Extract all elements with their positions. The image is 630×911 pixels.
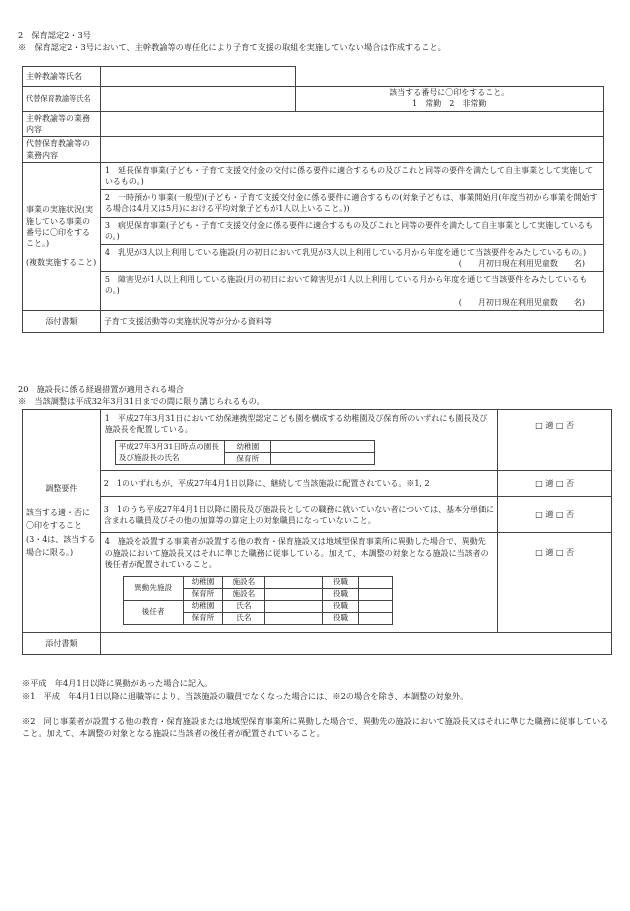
status-item-5	[101, 272, 603, 310]
requirement-2: 2 1のいずれもが、平成27年4月1日以降に、継続して当該施設に配置されている。※1, 2	[100, 471, 498, 497]
requirement-label	[23, 410, 101, 633]
requirement-1-text: 1 平成27年3月31日において幼保連携型認定こども園を構成する幼稚園及び保育所のいずれにも園長及び施設長を配置している。	[104, 414, 488, 435]
section1-note: ※ 保育認定2・3号において、主幹教諭等の専任化により子育て支援の取組を実施していない場合は作成すること。	[18, 42, 446, 52]
successor-k-name: 氏名	[223, 600, 265, 612]
transfer-table	[123, 576, 393, 625]
check-3[interactable]: □ 適 □ 否	[498, 497, 612, 533]
status-items	[100, 162, 603, 310]
status-label	[23, 162, 101, 310]
check-4[interactable]: □ 適 □ 否	[498, 533, 612, 633]
check-1[interactable]: □ 適 □ 否	[498, 410, 612, 471]
attach-value-1: 子育て支援活動等の実施状況等が分かる資料等	[100, 310, 603, 332]
status-item-4-count: ( 月初日現在利用児童数 名)	[458, 259, 585, 269]
requirement-4	[100, 533, 498, 633]
requirement-sub2: (3・4は、該当する場合に限る。)	[26, 534, 96, 558]
sub-work-label: 代替保育教諭等の業務内容	[23, 137, 101, 162]
successor-n-name: 氏名	[223, 612, 265, 624]
successor-label: 後任者	[123, 600, 183, 624]
requirement-title: 調整要件	[45, 483, 78, 493]
successor-n-post-value[interactable]	[358, 612, 392, 624]
attach-label-2: 添付書類	[23, 632, 101, 654]
transfer-dest-n-post-value[interactable]	[358, 588, 392, 600]
footnote-1: ※1 平成 年4月1日以降に退職等により、当該施設の職員でなくなった場合には、※2の場合を除き、本調整の対象外。	[22, 691, 469, 701]
requirement-sub: 該当する適・否に〇印をすること	[26, 507, 90, 531]
transfer-dest-k-label: 幼稚園	[183, 576, 223, 588]
successor-n-label: 保育所	[183, 612, 223, 624]
status-item-2: 2 一時預かり事業(一般型)(子ども・子育て支援交付金に係る要件に適合するもの(対象子どもは、事業開始月(年度当初から事業を開始する場合は4月又は5月)における平均対象子どもが1人以上いること。))	[101, 190, 603, 217]
sub-name-field[interactable]	[100, 87, 295, 112]
head-name-field[interactable]	[100, 67, 295, 87]
head-name-label: 主幹教諭等氏名	[23, 67, 101, 87]
section1-title: 2 保育認定2・3号	[18, 30, 91, 40]
attach-value-2[interactable]	[100, 632, 611, 654]
requirement-1	[100, 410, 498, 471]
successor-n-name-value[interactable]	[265, 612, 323, 624]
requirement-4-text: 4 施設を設置する事業者が設置する他の教育・保育施設又は地域型保育事業所に異動した場合で、異動先の施設において施設長又はそれに準じた職務に従事している。加えて、本調整の対象となる施設に当該者の後任者が配置されていること。	[104, 537, 489, 569]
director-nursery-label: 保育所	[225, 453, 271, 465]
requirement-3: 3 1のうち平成27年4月1日以降に園長及び施設長としての職務に就いていない者については、基本分単価に含まれる職員及びその他の加算等の算定上の対象職員になっていないこと。	[100, 497, 498, 533]
transfer-dest-k-facility: 施設名	[223, 576, 265, 588]
transfer-dest-k-facility-value[interactable]	[265, 576, 323, 588]
section2-table	[22, 409, 612, 655]
status-item-5-count: ( 月初日現在利用児童数 名)	[458, 297, 585, 307]
transfer-dest-label: 異動先施設	[123, 576, 183, 600]
successor-k-label: 幼稚園	[183, 600, 223, 612]
director-names-label: 平成27年3月31日時点の園長及び施設長の氏名	[115, 441, 225, 465]
status-item-4	[101, 245, 603, 272]
transfer-dest-n-post: 役職	[323, 588, 359, 600]
section2-note: ※ 当該調整は平成32年3月31日までの間に限り講じられるもの。	[18, 396, 265, 406]
director-kindergarten-label: 幼稚園	[225, 441, 271, 453]
footnote-0: ※平成 年4月1日以降に異動があった場合に記入。	[22, 678, 213, 688]
director-kindergarten-name[interactable]	[271, 441, 375, 453]
check-2[interactable]: □ 適 □ 否	[498, 471, 612, 497]
director-names-table	[115, 440, 375, 465]
attach-label-1: 添付書類	[23, 310, 101, 332]
head-work-field[interactable]	[100, 112, 603, 137]
successor-k-post: 役職	[323, 600, 359, 612]
employment-note	[295, 87, 603, 112]
status-label-2: (複数実施すること)	[26, 258, 97, 268]
director-nursery-name[interactable]	[271, 453, 375, 465]
transfer-dest-k-post-value[interactable]	[358, 576, 392, 588]
employment-note-2: 1 常勤 2 非常勤	[412, 99, 487, 108]
successor-k-name-value[interactable]	[265, 600, 323, 612]
head-work-label: 主幹教諭等の業務内容	[23, 112, 101, 137]
sub-name-label: 代替保育教諭等氏名	[23, 87, 101, 112]
status-item-4-text: 4 乳児が3人以上利用している施設(月の初日において乳児が3人以上利用している月から年度を通じて当該要件をみたしているもの。)	[104, 247, 587, 257]
section1-table	[22, 66, 604, 333]
transfer-dest-n-label: 保育所	[183, 588, 223, 600]
status-item-3: 3 病児保育事業(子ども・子育て支援交付金に係る要件に適合するもの及びこれと同等の要件を満たして自主事業として実施しているもの。)	[101, 218, 603, 245]
status-item-1: 1 延長保育事業(子ども・子育て支援交付金の交付に係る要件に適合するもの及びこれと同等の要件を満たして自主事業として実施しているもの。)	[101, 163, 603, 190]
sub-work-field[interactable]	[100, 137, 603, 162]
successor-n-post: 役職	[323, 612, 359, 624]
transfer-dest-n-facility: 施設名	[223, 588, 265, 600]
status-item-5-text: 5 障害児が1人以上利用している施設(月の初日において障害児が1人以上利用している月から年度を通じて当該要件をみたしているもの。)	[104, 275, 588, 296]
successor-k-post-value[interactable]	[358, 600, 392, 612]
employment-note-1: 該当する番号に〇印をすること。	[389, 88, 510, 98]
transfer-dest-n-facility-value[interactable]	[265, 588, 323, 600]
section2-title: 20 施設長に係る経過措置が適用される場合	[18, 384, 184, 394]
transfer-dest-k-post: 役職	[323, 576, 359, 588]
status-label-1: 事業の実施状況(実施している事業の番号に〇印をすること。)	[26, 205, 94, 248]
footnote-2: ※2 同じ事業者が設置する他の教育・保育施設または地域型保育事業所に異動した場合で、異動先の施設において施設長又はそれに準じた職務に従事していること。加えて、本調整の対象となる施設に当該者の後任者が配置されていること。	[22, 716, 609, 738]
